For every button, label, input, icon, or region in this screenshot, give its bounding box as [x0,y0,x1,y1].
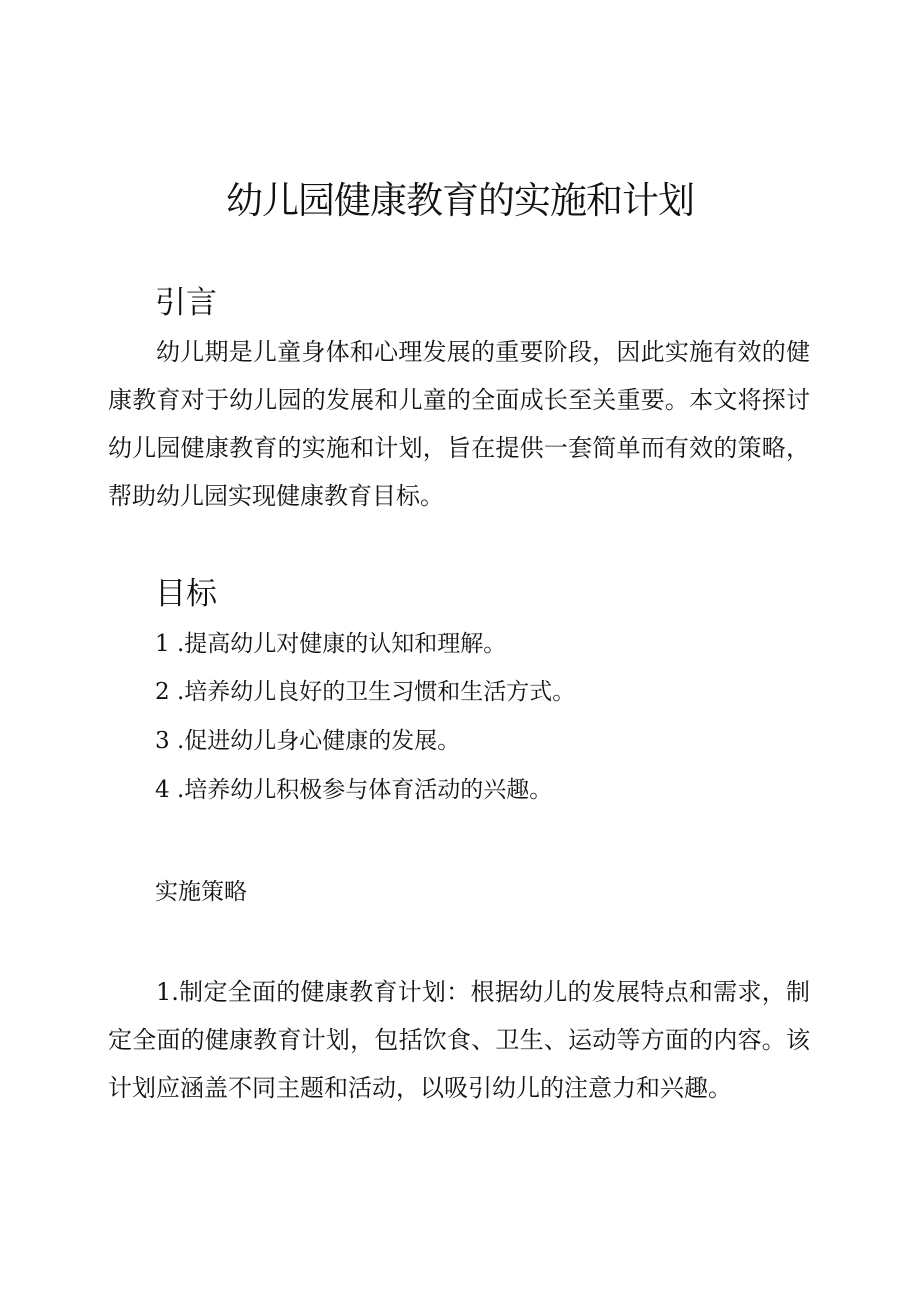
goal-item [155,676,575,708]
goal-text: .培养幼儿积极参与体育活动的兴趣。 [177,777,553,803]
goals-heading: 目标 [155,576,217,612]
goal-number: 2 [155,679,170,705]
goal-number: 4 [155,777,170,803]
strategy-heading: 实施策略 [155,879,247,905]
strategy-paragraph: 1.制定全面的健康教育计划：根据幼儿的发展特点和需求，制定全面的健康教育计划，包括饮食、卫生、运动等方面的内容。该计划应涵盖不同主题和活动，以吸引幼儿的注意力和兴趣。 [108,978,810,1102]
goal-text: .培养幼儿良好的卫生习惯和生活方式。 [177,679,576,705]
goal-item [155,774,552,806]
goal-text: .促进幼儿身心健康的发展。 [177,728,461,754]
goal-number: 3 [155,728,170,754]
intro-paragraph: 幼儿期是儿童身体和心理发展的重要阶段，因此实施有效的健康教育对于幼儿园的发展和儿童的全面成长至关重要。本文将探讨幼儿园健康教育的实施和计划，旨在提供一套简单而有效的策略，帮助幼儿园实现健康教育目标。 [108,338,810,510]
goal-item [155,628,506,660]
intro-heading: 引言 [155,285,217,321]
goal-item [155,725,460,757]
document-title: 幼儿园健康教育的实施和计划 [226,179,694,222]
goal-text: .提高幼儿对健康的认知和理解。 [177,631,507,657]
goal-number: 1 [155,631,170,657]
